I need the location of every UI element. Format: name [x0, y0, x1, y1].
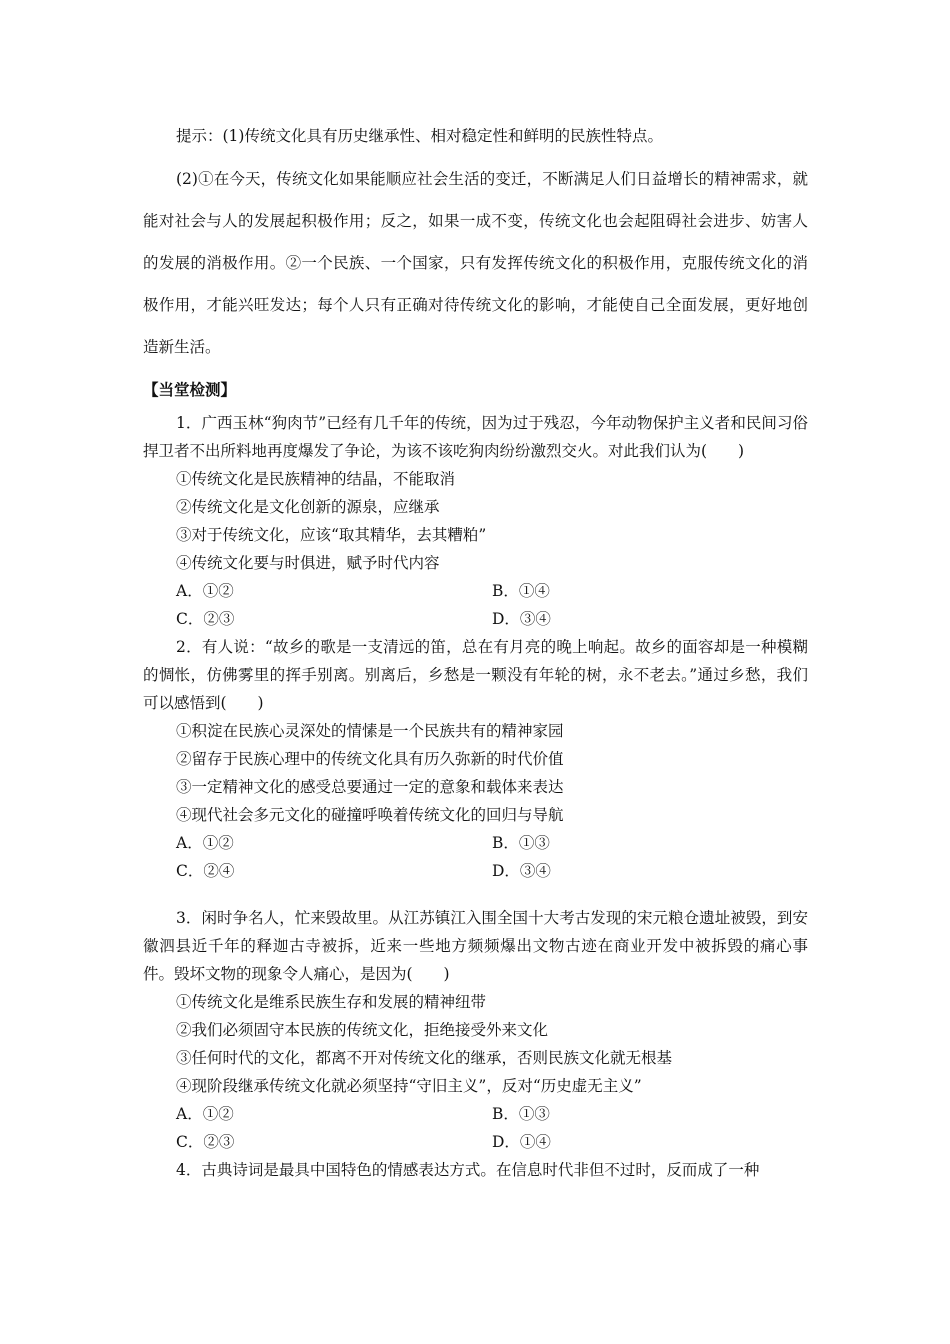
question-statement: ④现阶段继承传统文化就必须坚持“守旧主义”，反对“历史虚无主义” [176, 1077, 642, 1095]
option-b: B．①③ [492, 834, 550, 852]
option-a: A．①② [176, 834, 234, 852]
question-statement: ③对于传统文化，应该“取其精华，去其糟粕” [176, 526, 487, 544]
option-a: A．①② [176, 582, 234, 600]
option-d: D．③④ [492, 862, 551, 880]
hint-block [143, 122, 808, 384]
question-stem: 3．闲时争名人，忙来毁故里。从江苏镇江入围全国十大考古发现的宋元粮仓遗址被毁，到安徽泗县近千年的释迦古寺被拆，近来一些地方频频爆出文物古迹在商业开发中被拆毁的痛心事件。毁坏文物的现象令人痛心，是因为( ) [143, 909, 808, 983]
hint-paragraph-2: (2)①在今天，传统文化如果能顺应社会生活的变迁，不断满足人们日益增长的精神需求，就能对社会与人的发展起积极作用；反之，如果一成不变，传统文化也会起阻碍社会进步、妨害人的发展的消极作用。②一个民族、一个国家，只有发挥传统文化的积极作用，克服传统文化的消极作用，才能兴旺发达；每个人只有正确对待传统文化的影响，才能使自己全面发展，更好地创造新生活。 [143, 170, 808, 356]
question-list [143, 409, 808, 1184]
question-statement: ④现代社会多元文化的碰撞呼唤着传统文化的回归与导航 [176, 806, 564, 824]
question-statement: ②我们必须固守本民族的传统文化，拒绝接受外来文化 [176, 1021, 549, 1039]
question-statement: ②传统文化是文化创新的源泉，应继承 [176, 498, 440, 516]
question-stem: 1．广西玉林“狗肉节”已经有几千年的传统，因为过于残忍，今年动物保护主义者和民间习俗捍卫者不出所料地再度爆发了争论，为该不该吃狗肉纷纷激烈交火。对此我们认为( ) [143, 414, 808, 460]
hint-paragraph-1: 提示：(1)传统文化具有历史继承性、相对稳定性和鲜明的民族性特点。 [176, 127, 663, 145]
question-4 [143, 1156, 808, 1184]
question-statement: ①传统文化是维系民族生存和发展的精神纽带 [176, 993, 487, 1011]
question-2 [143, 633, 808, 885]
question-statement: ①传统文化是民族精神的结晶，不能取消 [176, 470, 456, 488]
option-d: D．①④ [492, 1133, 551, 1151]
answer-options [143, 577, 808, 633]
question-statement: ③一定精神文化的感受总要通过一定的意象和载体来表达 [176, 778, 564, 796]
question-3 [143, 904, 808, 1156]
option-b: B．①④ [492, 582, 550, 600]
question-statement: ②留存于民族心理中的传统文化具有历久弥新的时代价值 [176, 750, 564, 768]
option-a: A．①② [176, 1105, 234, 1123]
answer-options [143, 1100, 808, 1156]
question-stem: 4．古典诗词是最具中国特色的情感表达方式。在信息时代非但不过时，反而成了一种 [176, 1161, 760, 1179]
question-statement: ④传统文化要与时俱进，赋予时代内容 [176, 554, 440, 572]
answer-options [143, 829, 808, 885]
option-c: C．②③ [176, 1133, 235, 1151]
question-1 [143, 409, 808, 633]
question-stem: 2．有人说：“故乡的歌是一支清远的笛，总在有月亮的晚上响起。故乡的面容却是一种模糊的惆怅，仿佛雾里的挥手别离。别离后，乡愁是一颗没有年轮的树，永不老去。”通过乡愁，我们可以感悟到( ) [143, 638, 808, 712]
option-c: C．②④ [176, 862, 235, 880]
section-title: 【当堂检测】 [143, 380, 237, 399]
option-d: D．③④ [492, 610, 551, 628]
question-statement: ①积淀在民族心灵深处的情愫是一个民族共有的精神家园 [176, 722, 564, 740]
question-statement: ③任何时代的文化，都离不开对传统文化的继承，否则民族文化就无根基 [176, 1049, 673, 1067]
option-c: C．②③ [176, 610, 235, 628]
spacer [143, 885, 808, 904]
option-b: B．①③ [492, 1105, 550, 1123]
